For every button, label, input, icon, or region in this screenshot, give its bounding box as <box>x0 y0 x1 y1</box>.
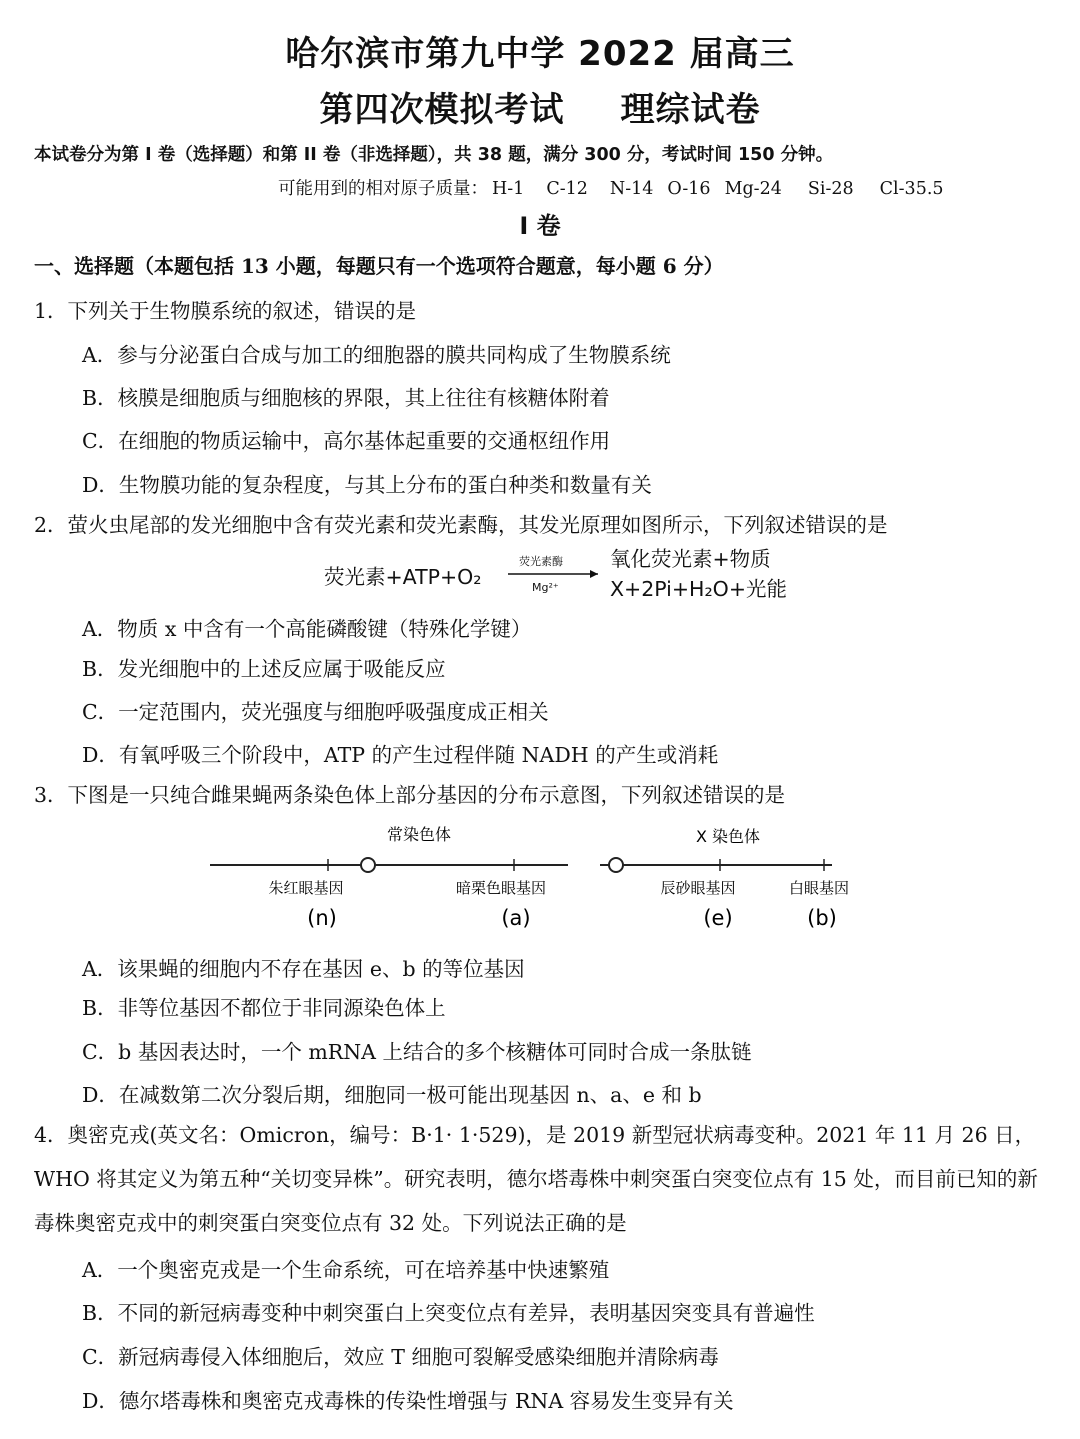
autosome-centromere <box>361 858 375 872</box>
question-1-option-b: B．核膜是细胞质与细胞核的界限，其上往往有核糖体附着 <box>82 386 610 410</box>
question-3-option-c: C．b 基因表达时，一个 mRNA 上结合的多个核糖体可同时合成一条肽链 <box>82 1040 752 1064</box>
question-2-option-c: C．一定范围内，荧光强度与细胞呼吸强度成正相关 <box>82 700 549 724</box>
gene-b-name: 白眼基因 <box>788 879 850 897</box>
atomic-masses-label: 可能用到的相对原子质量： <box>278 179 488 199</box>
mass-item: Si-28 <box>807 179 854 199</box>
question-3-option-a: A．该果蝇的细胞内不存在基因 e、b 的等位基因 <box>82 957 525 981</box>
reaction-arrowhead-icon <box>590 570 598 578</box>
question-2-option-a: A．物质 x 中含有一个高能磷酸键（特殊化学键） <box>82 617 532 641</box>
question-3-stem: 3．下图是一只纯合雌果蝇两条染色体上部分基因的分布示意图，下列叙述错误的是 <box>34 783 786 807</box>
question-3-option-d: D．在减数第二次分裂后期，细胞同一极可能出现基因 n、a、e 和 b <box>82 1083 702 1107</box>
section-heading: 一、选择题（本题包括 13 小题，每题只有一个选项符合题意，每小题 6 分） <box>34 254 724 278</box>
gene-n-symbol: (n) <box>307 906 337 930</box>
question-2-stem: 2．萤火虫尾部的发光细胞中含有荧光素和荧光素酶，其发光原理如图所示，下列叙述错误的是 <box>34 513 888 537</box>
exam-title-line2 <box>0 82 1080 131</box>
gene-n-name: 朱红眼基因 <box>268 879 344 897</box>
mass-item: Cl-35.5 <box>879 179 944 199</box>
exam-instructions: 本试卷分为第 I 卷（选择题）和第 II 卷（非选择题），共 38 题，满分 300 分，考试时间 150 分钟。 <box>34 145 834 165</box>
gene-a-symbol: (a) <box>501 906 531 930</box>
question-4-option-b: B．不同的新冠病毒变种中刺突蛋白上突变位点有差异，表明基因突变具有普遍性 <box>82 1301 815 1325</box>
reaction-enzyme: 荧光素酶 <box>519 555 563 568</box>
question-4-option-a: A．一个奥密克戎是一个生命系统，可在培养基中快速繁殖 <box>82 1258 610 1282</box>
question-1-option-d: D．生物膜功能的复杂程度，与其上分布的蛋白种类和数量有关 <box>82 473 652 497</box>
gene-a-name: 暗栗色眼基因 <box>455 879 547 897</box>
question-1-option-a: A．参与分泌蛋白合成与加工的细胞器的膜共同构成了生物膜系统 <box>82 343 671 367</box>
gene-e-symbol: (e) <box>703 906 733 930</box>
atomic-masses <box>278 175 966 200</box>
question-3-option-b: B．非等位基因不都位于非同源染色体上 <box>82 996 446 1020</box>
mass-item: H-1 <box>492 179 525 199</box>
question-2-option-d: D．有氧呼吸三个阶段中，ATP 的产生过程伴随 NADH 的产生或消耗 <box>82 743 719 767</box>
reaction-reactants: 荧光素+ATP+O₂ <box>324 565 482 589</box>
volume-heading: I 卷 <box>519 212 561 240</box>
gene-e-name: 辰砂眼基因 <box>660 879 736 897</box>
question-4-option-c: C．新冠病毒侵入体细胞后，效应 T 细胞可裂解受感染细胞并清除病毒 <box>82 1345 719 1369</box>
reaction-products-line1: 氧化荧光素+物质 <box>610 547 771 571</box>
gene-b-symbol: (b) <box>807 906 837 930</box>
x-chromosome-label: X 染色体 <box>695 827 761 846</box>
mass-item: Mg-24 <box>724 179 782 199</box>
autosome-label: 常染色体 <box>386 825 452 844</box>
question-1-stem: 1．下列关于生物膜系统的叙述，错误的是 <box>34 299 417 323</box>
mass-item: O-16 <box>667 179 711 199</box>
mass-item: C-12 <box>546 179 588 199</box>
exam-title-line1: 哈尔滨市第九中学 2022 届高三 <box>285 34 795 74</box>
question-2-option-b: B．发光细胞中的上述反应属于吸能反应 <box>82 657 446 681</box>
reaction-products-line2: X+2Pi+H₂O+光能 <box>610 577 787 601</box>
exam-name: 第四次模拟考试 <box>319 90 565 130</box>
question-4-stem: 4．奥密克戎(英文名：Omicron，编号：B·1· 1·529)，是 2019 新型冠状病毒变种。2021 年 11 月 26 日，WHO 将其定义为第五种“关切变异株”。研究表明，德尔塔毒株中刺突蛋白突变位点有 15 处，而目前已知的新毒株奥密克戎中的刺突蛋白突变位点有 32 处。下列说法正确的是 <box>34 1123 1038 1235</box>
question-4-option-d: D．德尔塔毒株和奥密克戎毒株的传染性增强与 RNA 容易发生变异有关 <box>82 1389 734 1413</box>
reaction-cofactor: Mg²⁺ <box>532 581 559 594</box>
question-1-option-c: C．在细胞的物质运输中，高尔基体起重要的交通枢纽作用 <box>82 429 611 453</box>
mass-item: N-14 <box>609 179 654 199</box>
x-centromere <box>609 858 623 872</box>
paper-subject: 理综试卷 <box>620 90 761 130</box>
